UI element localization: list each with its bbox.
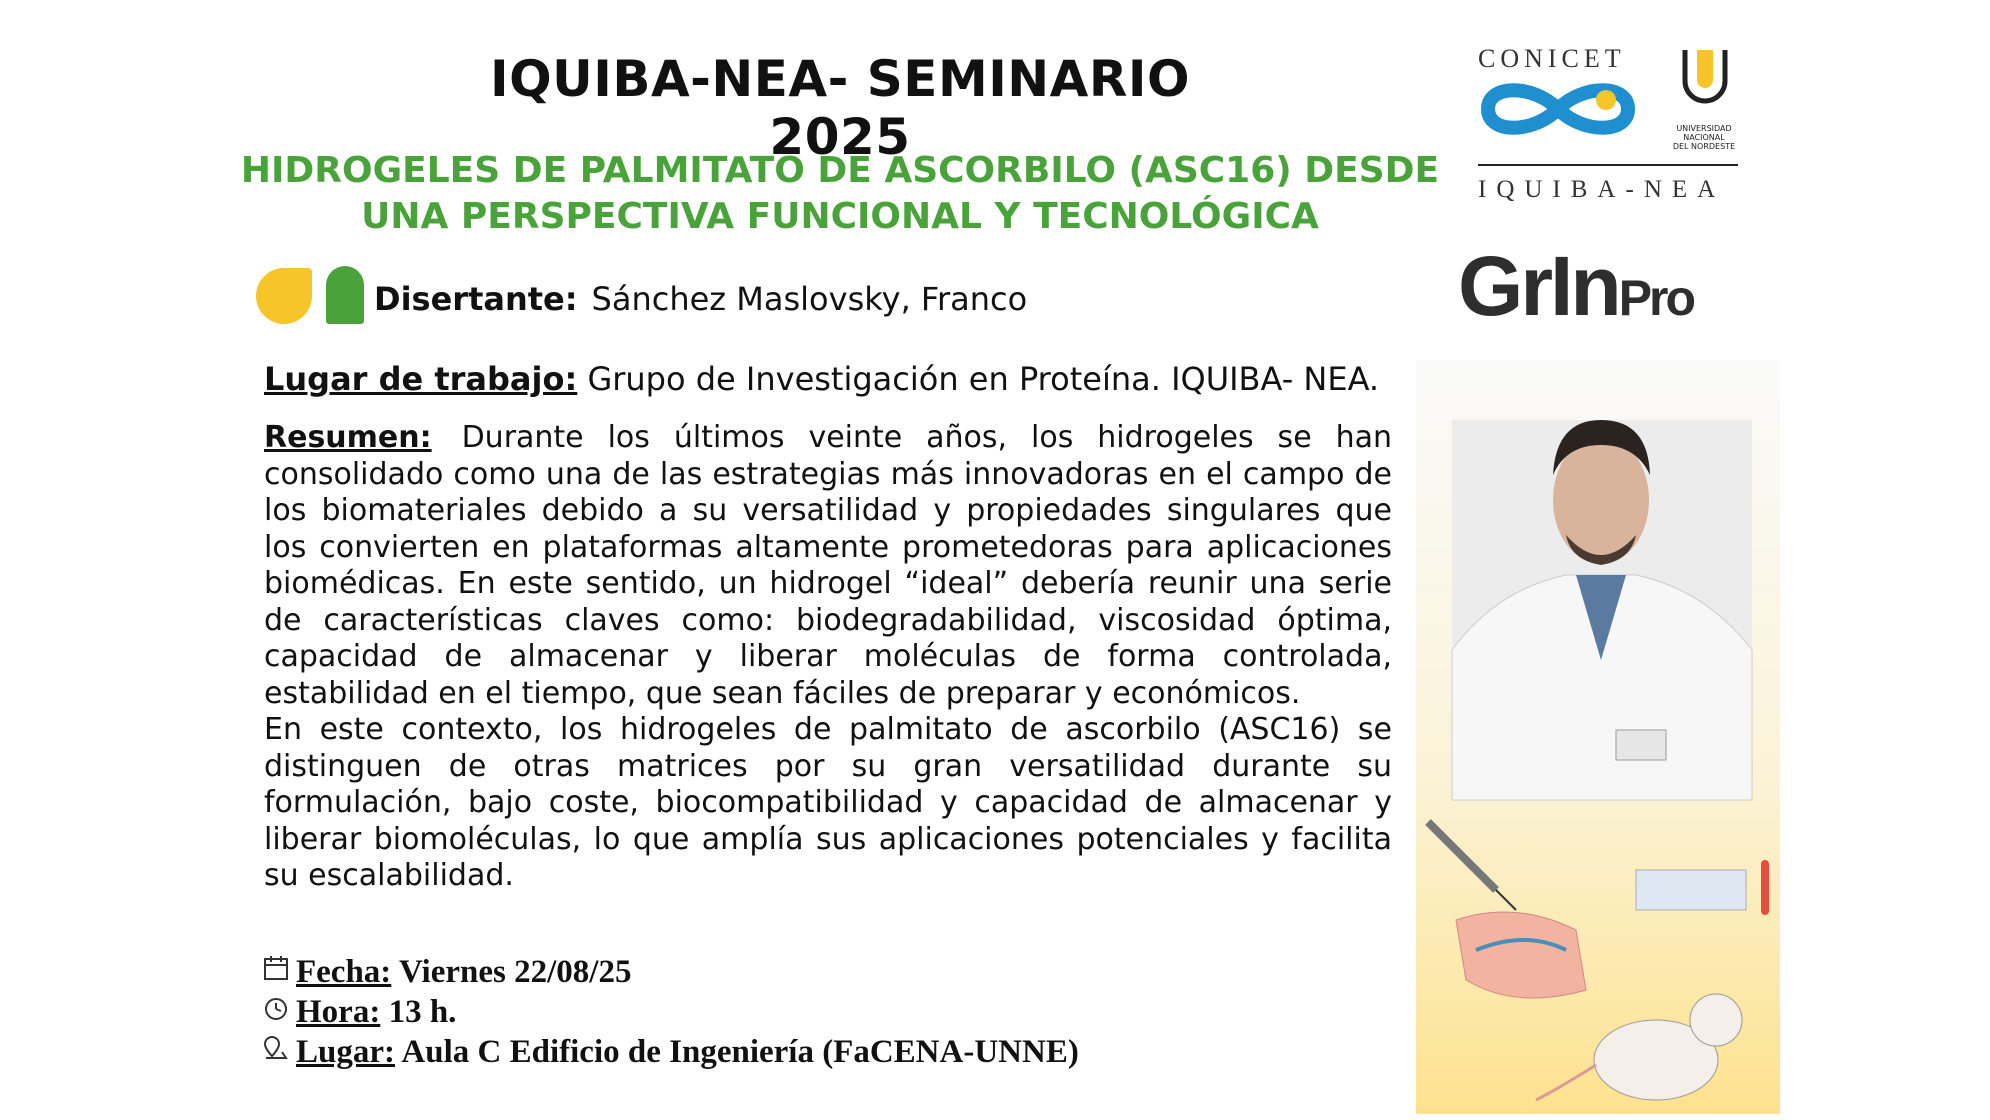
grinpro-logo: GrInPro xyxy=(1458,239,1694,333)
yellow-leaf-decoration xyxy=(256,268,312,324)
workplace-label: Lugar de trabajo: xyxy=(264,360,578,398)
speaker-name: Sánchez Maslovsky, Franco xyxy=(591,280,1028,318)
workplace-line xyxy=(264,360,1379,398)
place-label: Lugar: xyxy=(296,1034,395,1070)
unne-shield-icon xyxy=(1680,46,1730,116)
abstract xyxy=(264,420,1392,895)
speaker-label: Disertante: xyxy=(374,280,578,318)
calendar-icon xyxy=(262,954,296,991)
green-arch-decoration xyxy=(326,266,364,324)
logo-divider xyxy=(1478,164,1738,166)
talk-title-line1: HIDROGELES DE PALMITATO DE ASCORBILO (ASC16) DESDE xyxy=(240,150,1440,191)
abstract-label: Resumen: xyxy=(264,420,432,455)
talk-title xyxy=(240,148,1440,240)
time-label: Hora: xyxy=(296,994,381,1030)
date-value: Viernes 22/08/25 xyxy=(391,954,632,990)
hydrogel-illustration xyxy=(1416,810,1780,1110)
speaker-photo-panel xyxy=(1416,360,1780,1114)
time-value: 13 h. xyxy=(380,994,457,1030)
date-label: Fecha: xyxy=(296,954,392,990)
abstract-paragraph-1 xyxy=(264,420,1392,712)
abstract-paragraph-2: En este contexto, los hidrogeles de palmitato de ascorbilo (ASC16) se distinguen de otras matrices por su gran versatilidad durante su formulación, bajo coste, biocompatibilidad y capacidad de almacenar y liberar biomoléculas, lo que amplía sus aplicaciones potenciales y facilita su escalabilidad. xyxy=(264,712,1392,893)
place-value: Aula C Edificio de Ingeniería (FaCENA-UNNE) xyxy=(395,1034,1079,1070)
speaker-photo xyxy=(1416,360,1780,810)
alarm-clock-icon xyxy=(262,994,296,1031)
abstract-text-1: Durante los últimos veinte años, los hidrogeles se han consolidado como una de las estrategias más innovadoras en el campo de los biomateriales debido a su versatilidad y propiedades singulares que los convierten en plataformas altamente prometedoras para aplicaciones biomédicas. En este sentido, un hidrogel “ideal” debería reunir una serie de características claves como: biodegradabilidad, viscosidad óptima, capacidad de almacenar y liberar moléculas de forma controlada, estabilidad en el tiempo, que sean fáciles de preparar y económicos. xyxy=(264,420,1392,711)
unne-wordmark: UNIVERSIDAD NACIONAL DEL NORDESTE xyxy=(1672,124,1736,151)
conicet-infinity-icon xyxy=(1478,74,1638,144)
conicet-wordmark: CONICET xyxy=(1478,44,1626,73)
time-line xyxy=(262,994,456,1031)
date-line xyxy=(262,954,631,991)
seminar-title: IQUIBA-NEA- SEMINARIO 2025 xyxy=(490,50,1190,166)
iquiba-wordmark: IQUIBA-NEA xyxy=(1478,176,1726,203)
map-pin-icon xyxy=(262,1034,296,1071)
place-line xyxy=(262,1034,1079,1071)
speaker-line xyxy=(374,280,1027,318)
talk-title-line2: UNA PERSPECTIVA FUNCIONAL Y TECNOLÓGICA xyxy=(361,196,1319,237)
workplace-value: Grupo de Investigación en Proteína. IQUIBA- NEA. xyxy=(577,360,1380,398)
